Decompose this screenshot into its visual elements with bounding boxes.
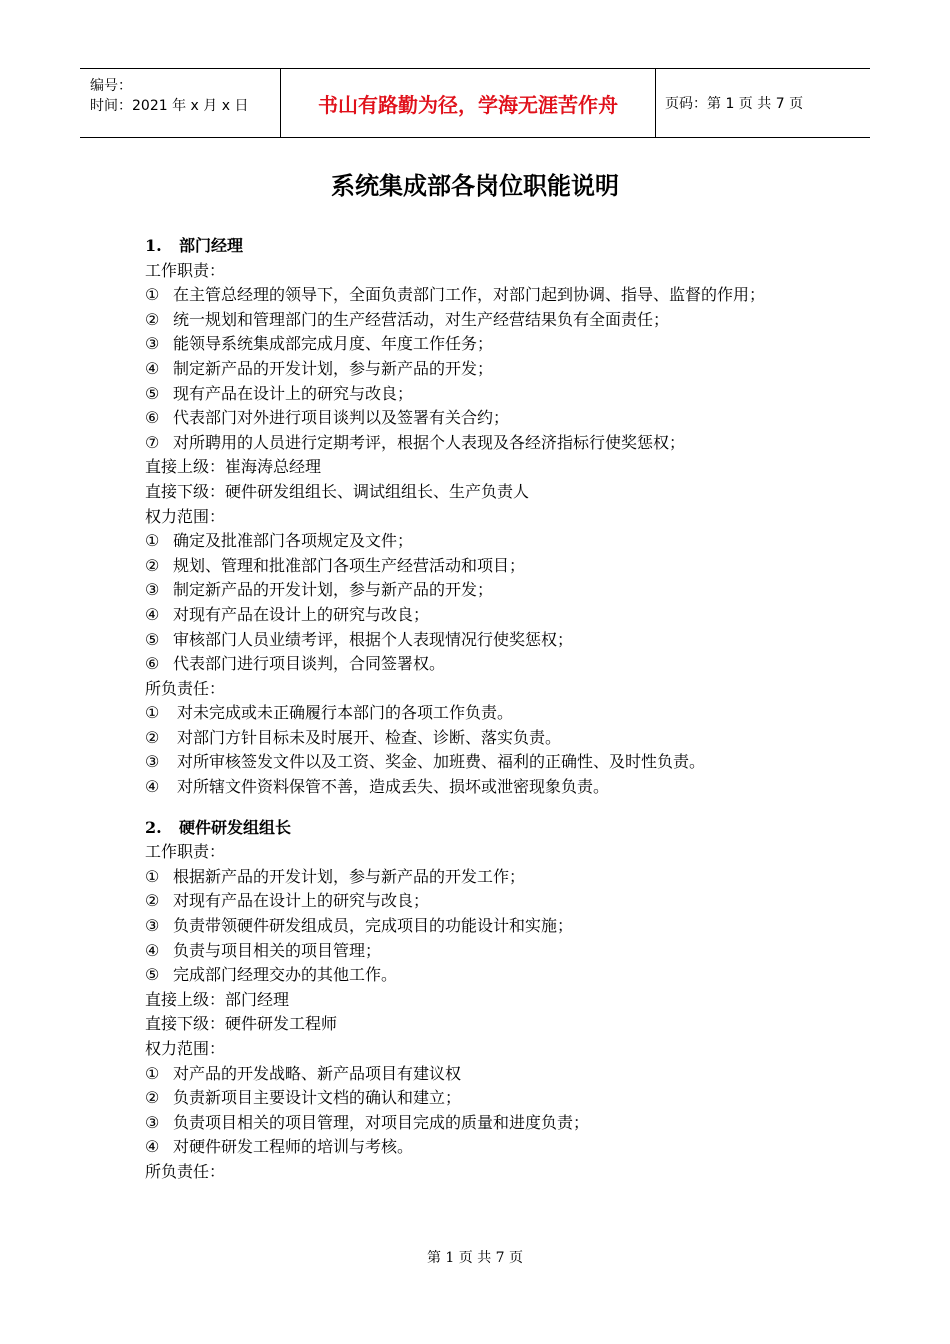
section-heading	[145, 234, 825, 259]
list-item	[145, 382, 825, 407]
authority-list	[145, 529, 825, 677]
list-item-text: 统一规划和管理部门的生产经营活动，对生产经营结果负有全面责任；	[173, 309, 670, 329]
list-item	[145, 889, 825, 914]
section-number: 1.	[145, 236, 162, 255]
list-item-text: 对现有产品在设计上的研究与改良；	[173, 891, 430, 911]
duties-list	[145, 865, 825, 988]
list-item-marker: ③	[145, 916, 160, 936]
list-item	[145, 726, 825, 751]
section-spacer	[145, 800, 825, 816]
list-item-text: 审核部门人员业绩考评，根据个人表现情况行使奖惩权；	[173, 629, 574, 649]
list-item	[145, 1135, 825, 1160]
document-title: 系统集成部各岗位职能说明	[331, 172, 619, 200]
list-item-marker: ②	[145, 891, 160, 911]
list-item-text: 现有产品在设计上的研究与改良；	[173, 383, 414, 403]
list-item	[145, 939, 825, 964]
list-item-text: 能领导系统集成部完成月度、年度工作任务；	[173, 334, 494, 354]
page-header	[80, 68, 870, 138]
list-item	[145, 652, 825, 677]
header-page-info: 页码：第 1 页 共 7 页	[665, 96, 804, 112]
authority-list	[145, 1062, 825, 1160]
list-item-marker: ⑤	[145, 965, 160, 985]
list-item-marker: ⑦	[145, 432, 160, 452]
list-item	[145, 283, 825, 308]
list-item	[145, 357, 825, 382]
list-item-marker: ①	[145, 285, 160, 305]
direct-subordinate: 直接下级：硬件研发工程师	[145, 1014, 338, 1034]
list-item-marker: ④	[145, 777, 160, 797]
section-number: 2.	[145, 817, 162, 837]
header-motto: 书山有路勤为径，学海无涯苦作舟	[280, 69, 656, 137]
list-item-marker: ③	[145, 334, 160, 354]
list-item	[145, 406, 825, 431]
list-item-marker: ①	[145, 531, 160, 551]
list-item	[145, 628, 825, 653]
list-item-marker: ⑤	[145, 383, 160, 403]
list-item	[145, 963, 825, 988]
list-item-text: 对所辖文件资料保管不善，造成丢失、损坏或泄密现象负责。	[177, 777, 610, 797]
authority-label: 权力范围：	[145, 1039, 226, 1058]
list-item-marker: ②	[145, 727, 160, 747]
list-item-marker: ④	[145, 940, 160, 960]
list-item-marker: ①	[145, 703, 160, 723]
list-item-text: 负责带领硬件研发组成员，完成项目的功能设计和实施；	[173, 916, 574, 936]
list-item-marker: ⑥	[145, 654, 160, 674]
list-item-marker: ②	[145, 555, 160, 575]
section-title: 部门经理	[179, 236, 244, 255]
list-item	[145, 603, 825, 628]
section-title: 硬件研发组组长	[179, 817, 292, 837]
direct-subordinate: 直接下级：硬件研发组组长、调试组组长、生产负责人	[145, 481, 530, 501]
list-item-text: 负责与项目相关的项目管理；	[173, 940, 382, 960]
list-item	[145, 1111, 825, 1136]
list-item-marker: ①	[145, 1063, 160, 1083]
list-item-text: 对部门方针目标未及时展开、检查、诊断、落实负责。	[177, 727, 562, 747]
list-item-text: 完成部门经理交办的其他工作。	[173, 965, 398, 985]
list-item-text: 根据新产品的开发计划，参与新产品的开发工作；	[173, 866, 526, 886]
list-item-marker: ④	[145, 604, 160, 624]
list-item	[145, 1062, 825, 1087]
direct-superior: 直接上级：部门经理	[145, 989, 290, 1009]
list-item-text: 对所聘用的人员进行定期考评，根据个人表现及各经济指标行使奖惩权；	[173, 432, 686, 452]
responsibility-list	[145, 701, 825, 799]
duties-list	[145, 283, 825, 455]
list-item-text: 制定新产品的开发计划，参与新产品的开发；	[173, 358, 494, 378]
list-item-text: 在主管总经理的领导下，全面负责部门工作，对部门起到协调、指导、监督的作用；	[173, 285, 766, 305]
list-item	[145, 701, 825, 726]
page-footer: 第 1 页 共 7 页	[426, 1250, 524, 1266]
section-heading	[145, 816, 825, 841]
list-item-text: 负责项目相关的项目管理，对项目完成的质量和进度负责；	[173, 1112, 590, 1132]
list-item-text: 制定新产品的开发计划，参与新产品的开发；	[173, 580, 494, 600]
duties-label: 工作职责：	[145, 842, 226, 862]
document-number-label: 编号：	[90, 78, 132, 94]
list-item	[145, 431, 825, 456]
list-item	[145, 914, 825, 939]
duties-label: 工作职责：	[145, 260, 226, 280]
list-item-marker: ④	[145, 358, 160, 378]
list-item	[145, 578, 825, 603]
list-item-marker: ④	[145, 1137, 160, 1157]
list-item	[145, 554, 825, 579]
list-item-text: 对产品的开发战略、新产品项目有建议权	[173, 1063, 462, 1083]
list-item	[145, 332, 825, 357]
responsibility-label: 所负责任：	[145, 678, 226, 698]
list-item-marker: ⑤	[145, 629, 160, 649]
header-info-cell	[80, 69, 280, 137]
list-item	[145, 529, 825, 554]
list-item-marker: ③	[145, 1112, 160, 1132]
document-body	[145, 234, 825, 1185]
authority-label: 权力范围：	[145, 506, 226, 526]
list-item-marker: ③	[145, 752, 160, 772]
list-item-text: 负责新项目主要设计文档的确认和建立；	[173, 1088, 462, 1108]
list-item	[145, 750, 825, 775]
list-item-marker: ⑥	[145, 408, 160, 428]
list-item-text: 代表部门对外进行项目谈判以及签署有关合约；	[173, 408, 510, 428]
list-item	[145, 1086, 825, 1111]
list-item	[145, 308, 825, 333]
list-item-marker: ②	[145, 309, 160, 329]
list-item-text: 对未完成或未正确履行本部门的各项工作负责。	[177, 703, 514, 723]
list-item-marker: ①	[145, 866, 160, 886]
list-item-text: 对所审核签发文件以及工资、奖金、加班费、福利的正确性、及时性负责。	[177, 752, 706, 772]
list-item-text: 对硬件研发工程师的培训与考核。	[173, 1137, 414, 1157]
list-item-text: 确定及批准部门各项规定及文件；	[173, 531, 414, 551]
document-date: 时间：2021 年 x 月 x 日	[90, 98, 249, 114]
list-item	[145, 775, 825, 800]
list-item	[145, 865, 825, 890]
list-item-text: 代表部门进行项目谈判，合同签署权。	[173, 654, 446, 674]
responsibility-label: 所负责任：	[145, 1161, 226, 1181]
direct-superior: 直接上级：崔海涛总经理	[145, 457, 322, 477]
list-item-marker: ③	[145, 580, 160, 600]
list-item-text: 规划、管理和批准部门各项生产经营活动和项目；	[173, 555, 526, 575]
list-item-marker: ②	[145, 1088, 160, 1108]
list-item-text: 对现有产品在设计上的研究与改良；	[173, 604, 430, 624]
